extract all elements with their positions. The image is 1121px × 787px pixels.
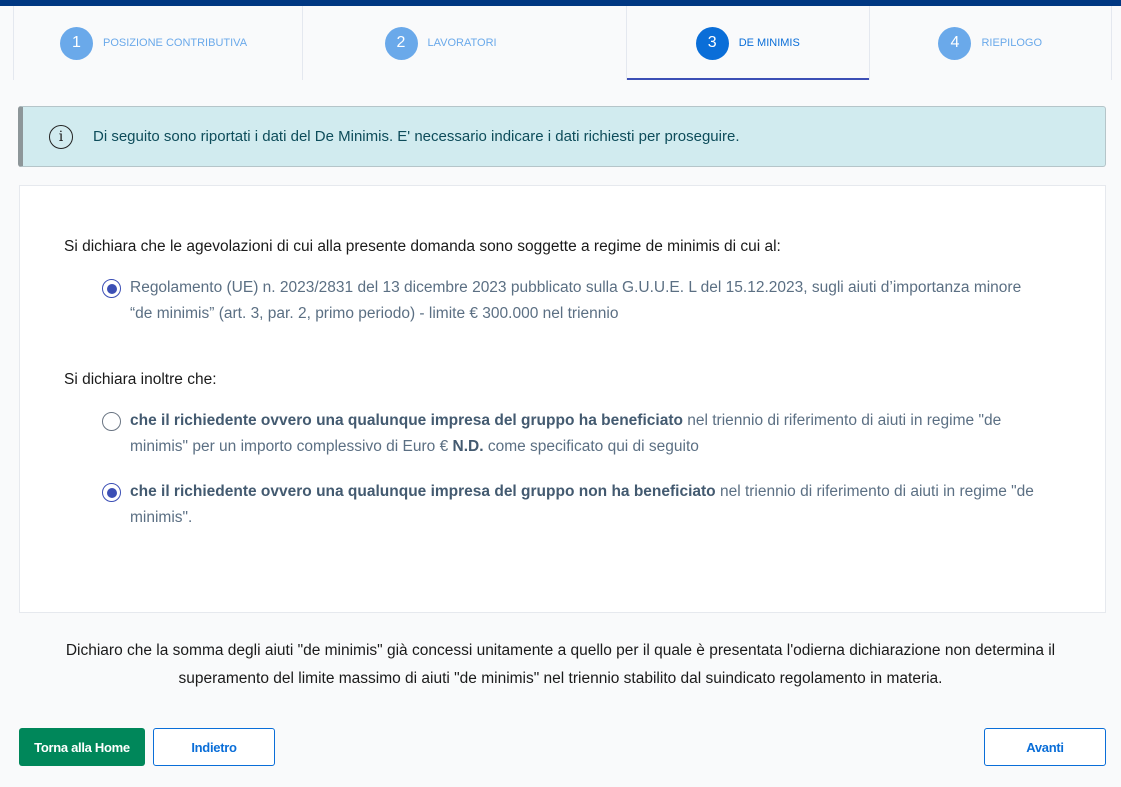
stepper xyxy=(13,6,1112,80)
alert-text: Di seguito sono riportati i dati del De Minimis. E' necessario indicare i dati richiesti per proseguire. xyxy=(93,128,740,145)
step-label: DE MINIMIS xyxy=(738,37,800,49)
step-number: 2 xyxy=(385,27,418,60)
option-text: che il richiedente ovvero una qualunque impresa del gruppo ha beneficiato nel triennio di riferimento di aiuti in regime "de minimis" per un importo complessivo di Euro € N.D. come specificato qui di seguito xyxy=(130,412,1002,455)
home-button[interactable]: Torna alla Home xyxy=(19,728,145,766)
step-label: LAVORATORI xyxy=(427,37,497,49)
step-posizione-contributiva[interactable] xyxy=(13,6,302,80)
declaration-text: Dichiaro che la somma degli aiuti "de minimis" già concessi unitamente a quello per il quale è presentata l'odierna dichiarazione non determina il superamento del limite massimo di aiuti "de minimis" nel triennio stabilito dal suindicato regolamento in materia. xyxy=(65,642,1056,687)
regulation-option[interactable] xyxy=(102,275,1042,327)
regulation-text: Regolamento (UE) n. 2023/2831 del 13 dicembre 2023 pubblicato sulla G.U.U.E. L del 15.12.2023, sugli aiuti d’importanza minore “de minimis” (art. 3, par. 2, primo periodo) - limite € 300.000 nel triennio xyxy=(130,279,1022,322)
next-button[interactable]: Avanti xyxy=(984,728,1106,766)
info-alert xyxy=(18,106,1106,167)
option-not-benefited[interactable] xyxy=(102,479,1042,531)
step-label: RIEPILOGO xyxy=(981,37,1043,49)
step-lavoratori[interactable] xyxy=(302,6,627,80)
radio-regulation[interactable] xyxy=(102,279,121,298)
step-riepilogo[interactable] xyxy=(869,6,1113,80)
step-number: 4 xyxy=(938,27,971,60)
step-number: 3 xyxy=(696,27,729,60)
de-minimis-card xyxy=(19,185,1106,613)
radio-has-benefited[interactable] xyxy=(102,412,121,431)
intro-text: Si dichiara che le agevolazioni di cui alla presente domanda sono soggette a regime de minimis di cui al: xyxy=(64,238,781,255)
step-label: POSIZIONE CONTRIBUTIVA xyxy=(103,37,248,49)
info-icon: i xyxy=(49,125,73,149)
radio-not-benefited[interactable] xyxy=(102,483,121,502)
option-has-benefited[interactable] xyxy=(102,408,1042,460)
intro2-text: Si dichiara inoltre che: xyxy=(64,371,217,388)
option-text: che il richiedente ovvero una qualunque impresa del gruppo non ha beneficiato nel triennio di riferimento di aiuti in regime "de minimis". xyxy=(130,483,1034,526)
step-de-minimis[interactable] xyxy=(626,6,869,80)
back-button[interactable]: Indietro xyxy=(153,728,275,766)
step-number: 1 xyxy=(60,27,93,60)
